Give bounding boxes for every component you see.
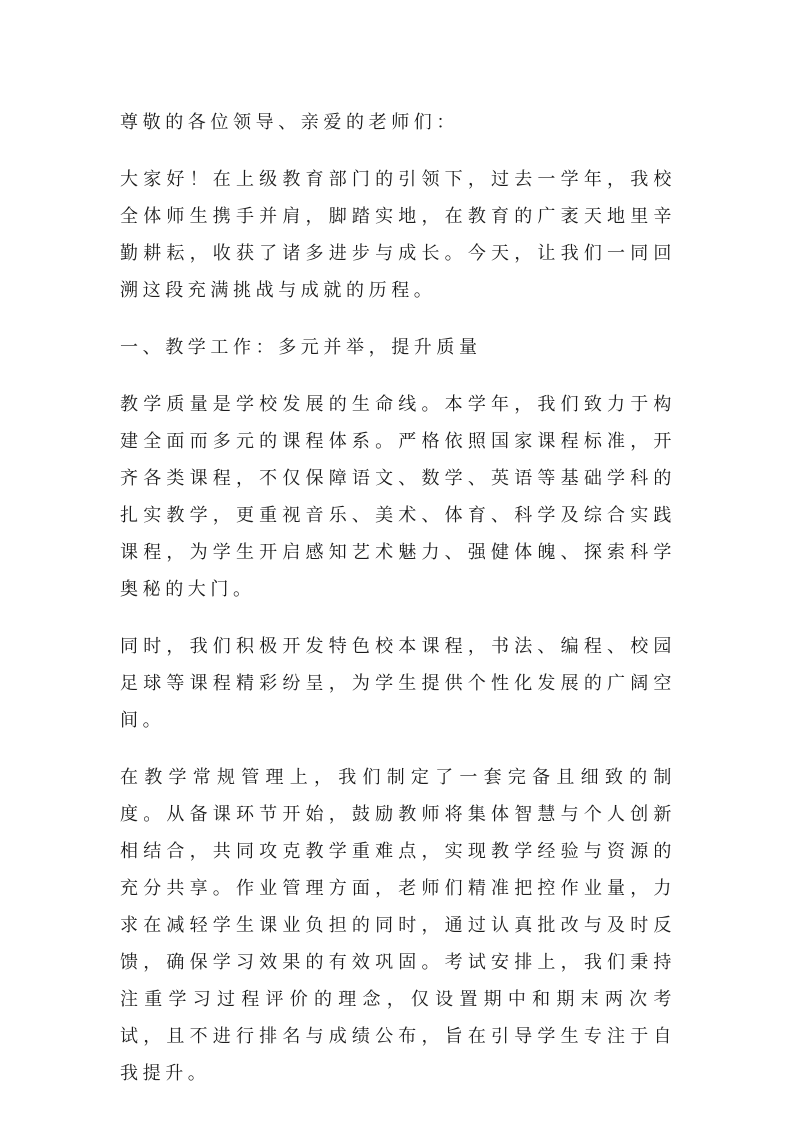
section-heading: 一、教学工作：多元并举，提升质量 — [120, 337, 482, 358]
document-page — [120, 104, 676, 1112]
body-paragraph-1: 教学质量是学校发展的生命线。本学年，我们致力于构建全面而多元的课程体系。严格依照国家课程标准，开齐各类课程，不仅保障语文、数学、英语等基础学科的扎实教学，更重视音乐、美术、体育、科学及综合实践课程，为学生开启感知艺术魅力、强健体魄、探索科学奥秘的大门。 — [120, 394, 676, 600]
body-paragraph-2: 同时，我们积极开发特色校本课程，书法、编程、校园足球等课程精彩纷呈，为学生提供个性化发展的广阔空间。 — [120, 636, 676, 731]
body-paragraph-3: 在教学常规管理上，我们制定了一套完备且细致的制度。从备课环节开始，鼓励教师将集体智慧与个人创新相结合，共同攻克教学重难点，实现教学经验与资源的充分共享。作业管理方面，老师们精准把控作业量，力求在减轻学生课业负担的同时，通过认真批改与及时反馈，确保学习效果的有效巩固。考试安排上，我们秉持注重学习过程评价的理念，仅设置期中和期末两次考试，且不进行排名与成绩公布，旨在引导学生专注于自我提升。 — [120, 767, 676, 1084]
greeting: 尊敬的各位领导、亲爱的老师们： — [120, 112, 459, 133]
intro-paragraph: 大家好！在上级教育部门的引领下，过去一学年，我校全体师生携手并肩，脚踏实地，在教育的广袤天地里辛勤耕耘，收获了诸多进步与成长。今天，让我们一同回溯这段充满挑战与成就的历程。 — [120, 169, 676, 301]
